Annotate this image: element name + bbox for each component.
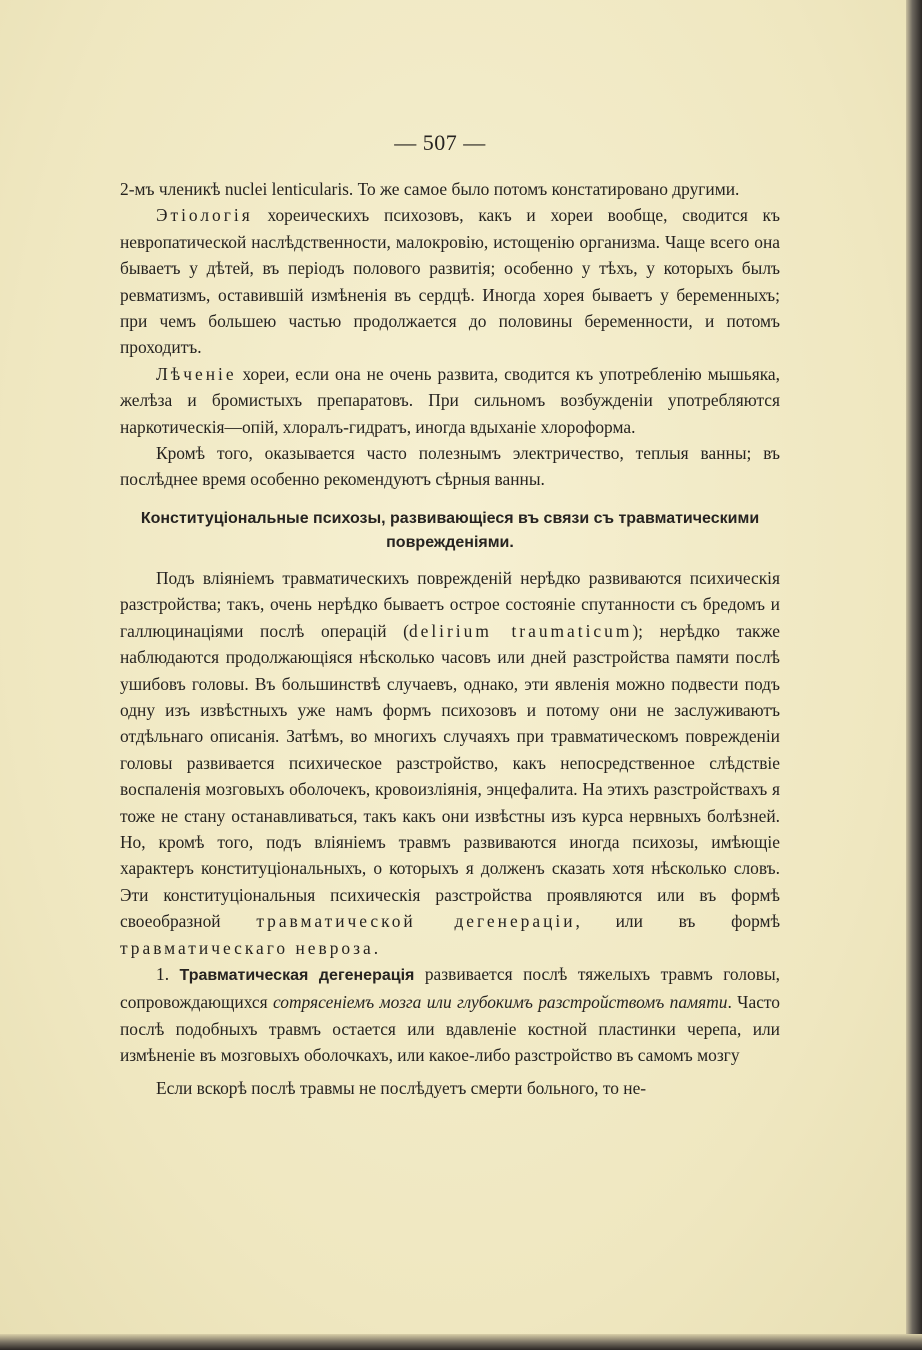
page-number: — 507 —: [394, 130, 486, 155]
paragraph-text: Кромѣ того, оказывается часто полезнымъ электричество, теплыя ванны; въ послѣднее время особенно рекомендуютъ сѣрныя ванны.: [120, 443, 780, 490]
paragraph-text: .: [373, 937, 379, 958]
paragraph-lead-term: Этiологiя: [156, 205, 253, 226]
subsection-title: Травматическая дегенерацiя: [179, 966, 415, 984]
latin-term: delirium traumaticum: [408, 620, 633, 641]
emphasized-term: травматической дегенерацiи: [256, 911, 576, 932]
section-heading: Конституцiональные психозы, развивающiеся въ связи съ травматическими поврежденiями.: [140, 509, 760, 551]
paragraph-last: [120, 1075, 780, 1101]
paragraph-continuation: [120, 176, 780, 202]
paragraph-text: . Часто послѣ подобныхъ травмъ остается или вдавленiе костной пластинки черепа, или измѣненiе въ мозговыхъ оболочкахъ, или какое-либо разстройство въ самомъ мозгу: [120, 992, 780, 1066]
paragraph-lead-term: Лѣченiе: [156, 363, 237, 384]
scan-right-edge: [906, 0, 922, 1350]
scan-bottom-edge: [0, 1334, 922, 1350]
paragraph-text: хореи, если она не очень развита, сводится къ употребленiю мышьяка, желѣза и бромистыхъ препаратовъ. При сильномъ возбужденiи употребляются наркотическiя—опiй, хлоралъ-гидратъ, иногда вдыханiе хлороформа.: [120, 363, 780, 437]
list-number: 1.: [156, 963, 170, 984]
paragraph-text: развивается послѣ тяжелыхъ травмъ головы, сопровождающихся: [120, 963, 780, 1013]
paragraph-text: , или въ формѣ: [575, 911, 781, 932]
paragraph-text: 2-мъ членикѣ nuclei lenticularis. То же самое было потомъ констатировано другими.: [120, 179, 740, 199]
paragraph-trauma-intro: [120, 565, 780, 961]
paragraph-traumatic-degeneration: [120, 961, 780, 1069]
page-body: [120, 176, 780, 1101]
paragraph-text: Подъ влiянiемъ травматическихъ поврежденiй нерѣдко развиваются психическiя разстройства; такъ, очень нерѣдко бываетъ острое состоянiе спутанности съ бредомъ и галлюцинацiями послѣ операцiй (: [120, 567, 780, 641]
paragraph-electricity: [120, 440, 780, 493]
emphasized-term: травматическаго невроза: [120, 937, 374, 958]
paragraph-etiology: [120, 202, 780, 360]
italic-phrase: сотрясенiемъ мозга или глубокимъ разстройствомъ памяти: [273, 992, 728, 1013]
paragraph-text: ); нерѣдко также наблюдаются продолжающiяся нѣсколько часовъ или дней разстройства памяти послѣ ушибовъ головы. Въ большинствѣ случаевъ, однако, эти явленiя можно подвести подъ одну изъ извѣстныхъ уже намъ формъ психозовъ и потому они не заслуживаютъ отдѣльнаго описанiя. Затѣмъ, во многихъ случаяхъ при травматическомъ поврежденiи головы развивается психическое разстройство, какъ непосредственное слѣдствiе воспаленiя мозговыхъ оболочекъ, кровоизлiянiя, энцефалита. На этихъ разстройствахъ я тоже не стану останавливаться, такъ какъ они извѣстны изъ курса нервныхъ болѣзней. Но, кромѣ того, подъ влiянiемъ травмъ развиваются иногда психозы, имѣющiе характеръ конституцiональныхъ, о которыхъ я долженъ сказать хотя нѣсколько словъ. Эти конституцiональныя психическiя разстройства проявляются или въ формѣ своеобразной: [120, 620, 780, 932]
paragraph-treatment: [120, 361, 780, 440]
paragraph-text: хореическихъ психозовъ, какъ и хореи вообще, сводится къ невропатической наслѣдственности, малокровiю, истощенiю организма. Чаще всего она бываетъ у дѣтей, въ перiодъ полового развитiя; особенно у тѣхъ, у которыхъ былъ ревматизмъ, оставившiй измѣненiя въ сердцѣ. Иногда хорея бываетъ у беременныхъ; при чемъ большею частью продолжается до половины беременности, и потомъ проходитъ.: [120, 205, 780, 358]
paragraph-text: Если вскорѣ послѣ травмы не послѣдуетъ смерти больного, то не-: [156, 1077, 647, 1098]
